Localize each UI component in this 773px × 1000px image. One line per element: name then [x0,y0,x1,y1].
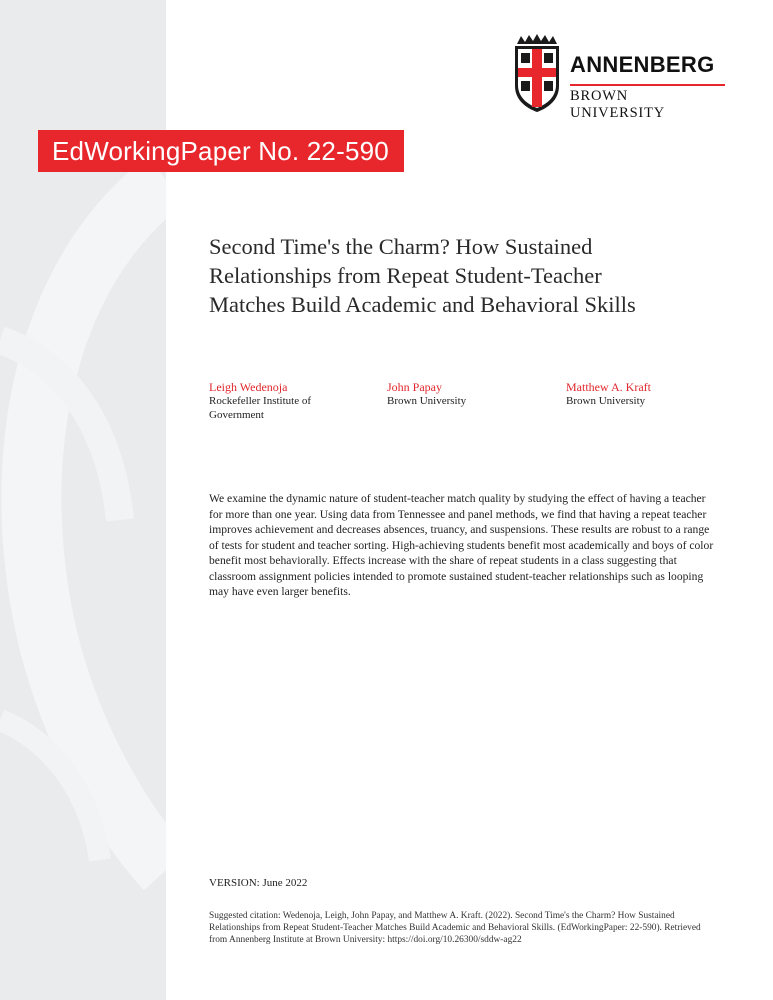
author-block [566,380,726,408]
citation-line: Relationships from Repeat Student-Teacher Matches Build Academic and Behavioral Skills. (EdWorkingPaper: 22-590). Retrieved [209,923,701,933]
version-label: VERSION: June 2022 [209,877,308,889]
abstract [209,491,719,600]
suggested-citation [209,910,709,946]
working-paper-banner: EdWorkingPaper No. 22-590 [38,130,404,172]
author-name: Leigh Wedenoja [209,380,288,394]
title-line: Relationships from Repeat Student-Teacher [209,263,602,288]
title-line: Matches Build Academic and Behavioral Skills [209,292,636,317]
author-affiliation: Rockefeller Institute of [209,395,312,407]
annenberg-brown-logo [512,34,727,121]
citation-line: Suggested citation: Wedenoja, Leigh, John Papay, and Matthew A. Kraft. (2022). Second Time's the Charm? How Sustained [209,911,675,921]
paper-title [209,232,729,319]
abstract-line: improves achievement and decreases absences, truancy, and suspensions. These results are robust to a range [209,523,710,536]
title-line: Second Time's the Charm? How Sustained [209,234,593,259]
org-name: ANNENBERG [570,52,715,77]
citation-line: from Annenberg Institute at Brown University: https://doi.org/10.26300/sddw-ag22 [209,935,522,945]
author-affiliation: Brown University [566,395,646,407]
abstract-line: for more than one year. Using data from Tennessee and panel methods, we find that having a repeat teacher [209,507,707,521]
author-name: John Papay [387,380,442,394]
abstract-line: benefit most behaviorally. Effects increase with the share of repeat students in a class suggesting that [209,554,677,567]
brown-shield-icon [512,34,562,114]
author-affiliation: Government [209,409,264,421]
abstract-line: We examine the dynamic nature of student-teacher match quality by studying the effect of having a teacher [209,492,706,505]
logo-divider [570,84,725,86]
abstract-line: of tests for student and teacher sorting. High-achieving students benefit most academically and boys of color [209,538,714,552]
author-name: Matthew A. Kraft [566,380,651,394]
abstract-line: may have even larger benefits. [209,585,351,598]
university-name: BROWN UNIVERSITY [570,88,665,121]
abstract-line: classroom assignment policies intended to promote sustained student-teacher relationships such as looping [209,569,704,583]
author-block [209,380,369,422]
author-affiliation: Brown University [387,395,467,407]
author-block [387,380,547,408]
